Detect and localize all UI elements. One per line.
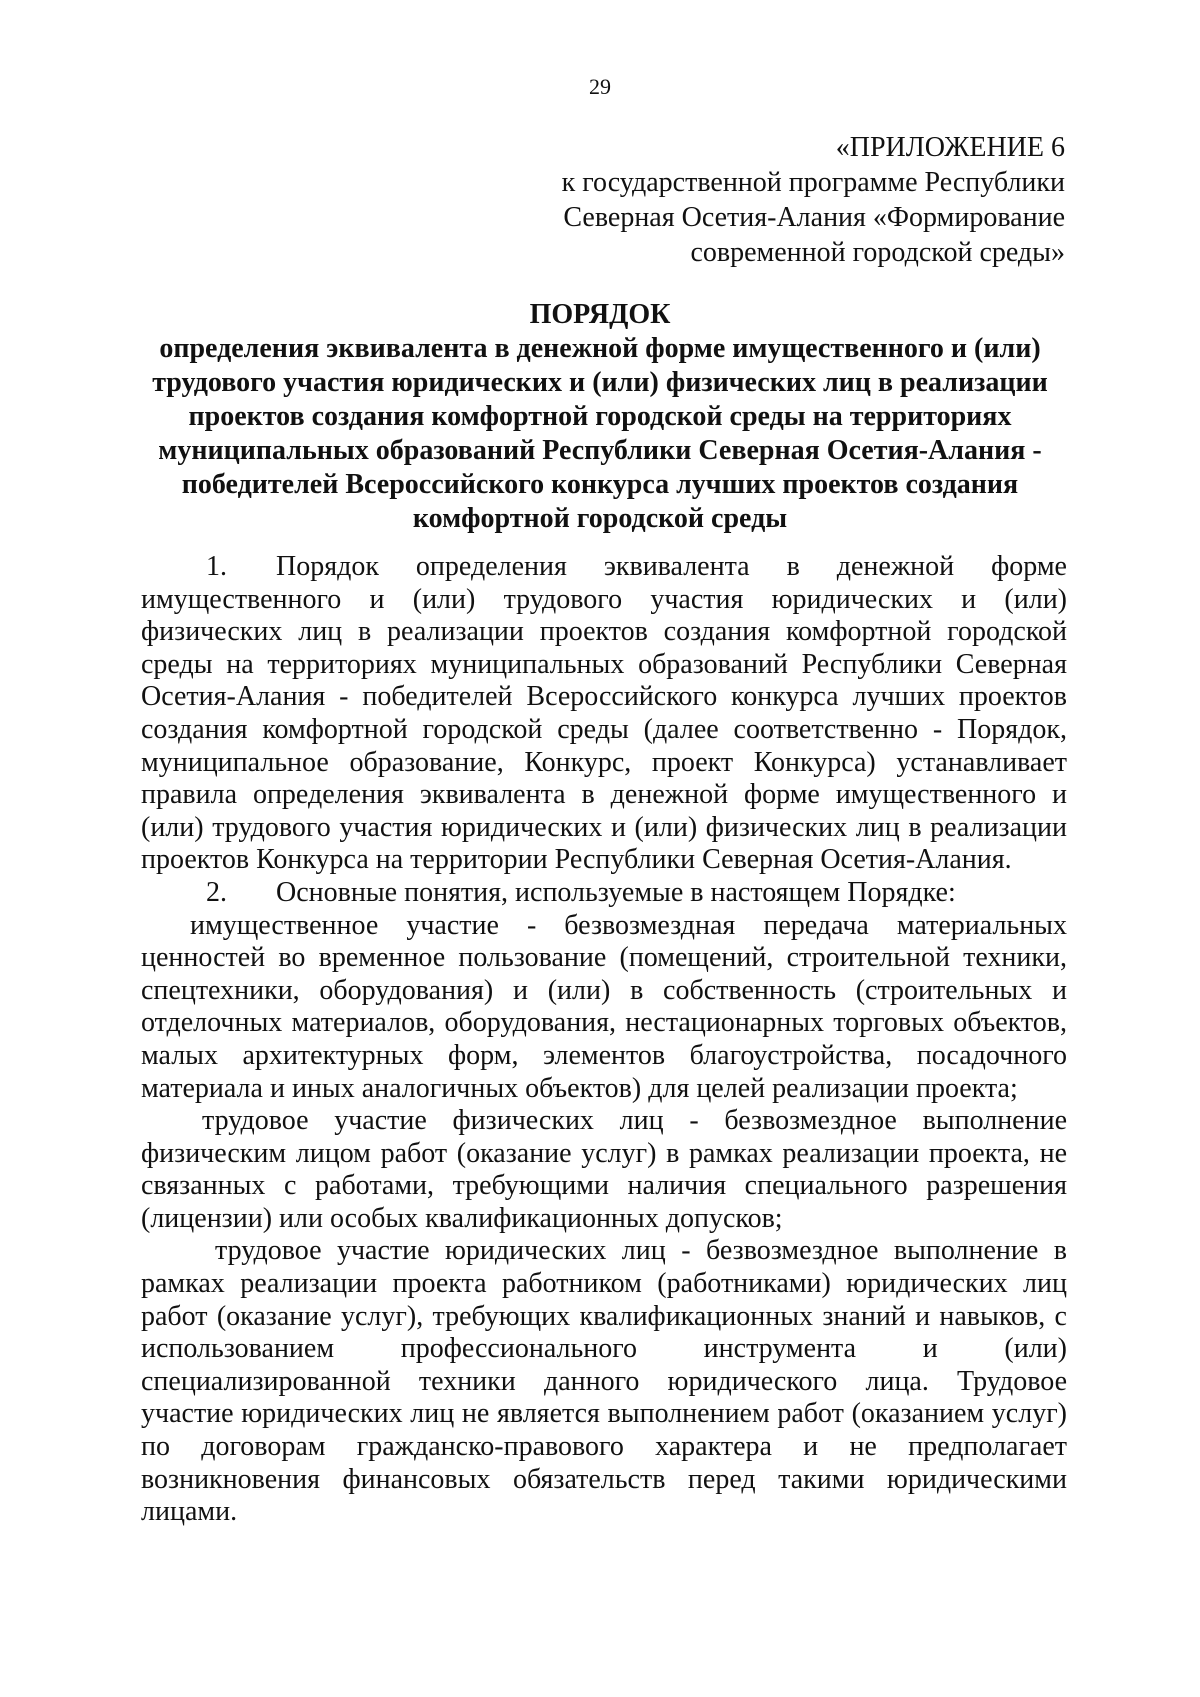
title-subtitle-line: определения эквивалента в денежной форме имущественного и (или) xyxy=(159,333,1041,364)
paragraph-line: имущественного и (или) трудового участия юридических и (или) xyxy=(141,583,1067,615)
paragraph-line: физических лиц в реализации проектов создания комфортной городской xyxy=(141,616,1067,648)
paragraph-number: 1. xyxy=(206,551,227,582)
paragraph-text: Основные понятия, используемые в настоящем Порядке: xyxy=(276,876,956,908)
paragraph-4-first-line: трудовое участие физических лиц - безвозмездное выполнение xyxy=(202,1105,1067,1137)
paragraph-line: Осетия-Алания - победителей Всероссийского конкурса лучших проектов xyxy=(141,681,1067,713)
title-subtitle-line: трудового участия юридических и (или) физических лиц в реализации xyxy=(152,367,1048,398)
paragraph-number: 2. xyxy=(206,876,227,908)
paragraph-line: муниципальное образование, Конкурс, проект Конкурса) устанавливает xyxy=(141,746,1067,778)
title-subtitle-line: победителей Всероссийского конкурса лучших проектов создания xyxy=(181,469,1019,500)
paragraph-line: малых архитектурных форм, элементов благоустройства, посадочного xyxy=(141,1039,1067,1071)
paragraph-line: отделочных материалов, оборудования, нестационарных торговых объектов, xyxy=(141,1007,1067,1039)
paragraph-line: (или) трудового участия юридических и (или) физических лиц в реализации xyxy=(141,811,1067,843)
appendix-line: к государственной программе Республики xyxy=(561,167,1065,198)
paragraph-3-first-line: имущественное участие - безвозмездная передача материальных xyxy=(190,909,1067,941)
paragraph-line: создания комфортной городской среды (далее соответственно - Порядок, xyxy=(141,713,1067,745)
paragraph-line: ценностей во временное пользование (помещений, строительной техники, xyxy=(141,942,1067,974)
paragraph-1-first-line xyxy=(141,551,1067,584)
paragraph-line: участие юридических лиц не является выполнением работ (оказанием услуг) xyxy=(141,1398,1067,1430)
paragraph-5-first-line: трудовое участие юридических лиц - безвозмездное выполнение в xyxy=(215,1235,1067,1267)
document-title xyxy=(120,298,1080,536)
paragraph-text: Порядок определения эквивалента в денежной форме xyxy=(276,551,1067,582)
paragraph-line: лицами. xyxy=(141,1496,238,1528)
appendix-line: Северная Осетия-Алания «Формирование xyxy=(563,202,1065,233)
paragraph-2-first-line xyxy=(141,877,1067,910)
appendix-heading xyxy=(465,130,1065,270)
paragraph-line: рамках реализации проекта работником (работниками) юридических лиц xyxy=(141,1268,1067,1300)
document-body xyxy=(141,551,1067,1529)
paragraph-line: использованием профессионального инструмента и (или) xyxy=(141,1333,1067,1365)
page-number: 29 xyxy=(589,74,611,99)
appendix-line: современной городской среды» xyxy=(690,237,1065,268)
appendix-line: «ПРИЛОЖЕНИЕ 6 xyxy=(835,132,1065,163)
paragraph-line: возникновения финансовых обязательств перед такими юридическими xyxy=(141,1463,1067,1495)
paragraph-line: спецтехники, оборудования) и (или) в собственность (строительных и xyxy=(141,974,1067,1006)
paragraph-line: работ (оказание услуг), требующих квалификационных знаний и навыков, с xyxy=(141,1300,1067,1332)
paragraph-line: физическим лицом работ (оказание услуг) в рамках реализации проекта, не xyxy=(141,1137,1067,1169)
paragraph-line: по договорам гражданско-правового характера и не предполагает xyxy=(141,1431,1067,1463)
title-main: ПОРЯДОК xyxy=(529,299,671,330)
paragraph-line: связанных с работами, требующими наличия специального разрешения xyxy=(141,1170,1067,1202)
paragraph-line: (лицензии) или особых квалификационных допусков; xyxy=(141,1202,783,1234)
title-subtitle-line: комфортной городской среды xyxy=(412,503,788,534)
paragraph-line: специализированной техники данного юридического лица. Трудовое xyxy=(141,1365,1067,1397)
paragraph-line: материала и иных аналогичных объектов) для целей реализации проекта; xyxy=(141,1072,1018,1104)
paragraph-line: правила определения эквивалента в денежной форме имущественного и xyxy=(141,779,1067,811)
title-subtitle-line: муниципальных образований Республики Северная Осетия-Алания - xyxy=(158,435,1042,466)
paragraph-line: среды на территориях муниципальных образований Республики Северная xyxy=(141,648,1067,680)
title-subtitle-line: проектов создания комфортной городской среды на территориях xyxy=(188,401,1012,432)
paragraph-line: проектов Конкурса на территории Республики Северная Осетия-Алания. xyxy=(141,844,1012,876)
